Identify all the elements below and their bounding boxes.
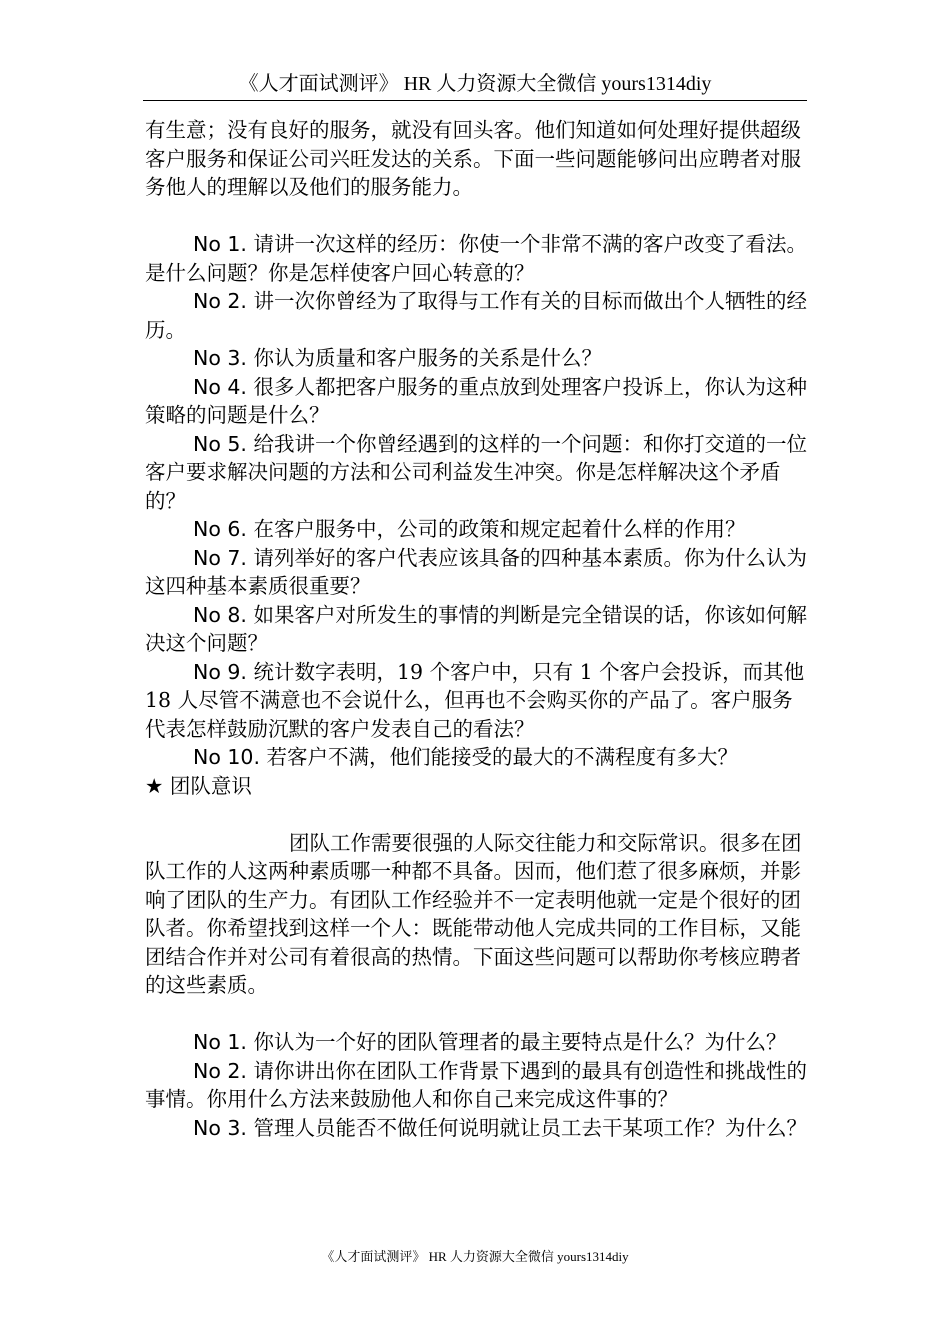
- star-icon: ★: [145, 773, 164, 798]
- question-item: [145, 230, 811, 287]
- question-text: 如果客户对所发生的事情的判断是完全错误的话，你该如何解决这个问题？: [145, 602, 807, 655]
- question-item: [145, 544, 811, 601]
- question-item: [145, 1057, 811, 1114]
- blank-line: [145, 202, 811, 231]
- question-text: 讲一次你曾经为了取得与工作有关的目标而做出个人牺牲的经历。: [145, 289, 807, 342]
- section-heading: [145, 772, 811, 801]
- question-text: 你认为一个好的团队管理者的最主要特点是什么？为什么？: [246, 1030, 787, 1054]
- question-text: 给我讲一个你曾经遇到的这样的一个问题：和你打交道的一位客户要求解决问题的方法和公司利益发生冲突。你是怎样解决这个矛盾的？: [145, 431, 807, 513]
- question-number: No 1.: [193, 1030, 247, 1054]
- question-item: [145, 743, 811, 772]
- document-body: [145, 116, 811, 1142]
- question-text: 若客户不满，他们能接受的最大的不满程度有多大？: [260, 745, 739, 769]
- blank-line: [145, 1000, 811, 1029]
- question-item: [145, 287, 811, 344]
- question-number: No 2.: [193, 289, 247, 313]
- question-item: [145, 344, 811, 373]
- question-text: 在客户服务中，公司的政策和规定起着什么样的作用？: [246, 517, 746, 541]
- question-item: [145, 515, 811, 544]
- question-number: No 3.: [193, 1115, 247, 1140]
- question-number: No 1.: [193, 232, 247, 256]
- page-header: 《人才面试测评》 HR 人力资源大全微信 yours1314diy: [143, 70, 807, 101]
- question-number: No 5.: [193, 431, 247, 456]
- question-number: No 6.: [193, 517, 247, 541]
- question-text: 你认为质量和客户服务的关系是什么？: [246, 346, 602, 370]
- question-number: No 2.: [193, 1058, 247, 1083]
- question-text: 很多人都把客户服务的重点放到处理客户投诉上，你认为这种策略的问题是什么？: [145, 374, 807, 427]
- question-text: 统计数字表明，19 个客户中，只有 1 个客户会投诉，而其他 18 人尽管不满意也不会说什么，但再也不会购买你的产品了。客户服务代表怎样鼓励沉默的客户发表自己的看法？: [145, 659, 805, 741]
- question-number: No 10.: [193, 745, 260, 769]
- section1-intro: 有生意；没有良好的服务，就没有回头客。他们知道如何处理好提供超级客户服务和保证公司兴旺发达的关系。下面一些问题能够问出应聘者对服务他人的理解以及他们的服务能力。: [145, 118, 801, 199]
- question-item: [145, 601, 811, 658]
- question-item: [145, 1114, 811, 1143]
- question-number: No 4.: [193, 374, 247, 399]
- section-heading-text: 团队意识: [163, 773, 252, 798]
- page-footer: 《人才面试测评》 HR 人力资源大全微信 yours1314diy: [321, 1249, 629, 1264]
- question-text: 请列举好的客户代表应该具备的四种基本素质。你为什么认为这四种基本素质很重要？: [145, 545, 807, 598]
- question-text: 请你讲出你在团队工作背景下遇到的最具有创造性和挑战性的事情。你用什么方法来鼓励他人和你自己来完成这件事的？: [145, 1058, 807, 1111]
- question-item: [145, 373, 811, 430]
- question-number: No 8.: [193, 602, 247, 627]
- question-number: No 9.: [193, 659, 247, 684]
- question-number: No 3.: [193, 346, 247, 370]
- blank-line: [145, 800, 811, 829]
- section2-intro: 团队工作需要很强的人际交往能力和交际常识。很多在团队工作的人这两种素质哪一种都不具备。因而，他们惹了很多麻烦，并影响了团队的生产力。有团队工作经验并不一定表明他就一定是个很好的团队者。你希望找到这样一个人：既能带动他人完成共同的工作目标，又能团结合作并对公司有着很高的热情。下面这些问题可以帮助你考核应聘者的这些素质。: [145, 830, 802, 997]
- question-text: 管理人员能否不做任何说明就让员工去干某项工作？为什么？: [246, 1115, 807, 1140]
- question-number: No 7.: [193, 545, 247, 570]
- question-item: [145, 430, 811, 516]
- question-text: 请讲一次这样的经历：你使一个非常不满的客户改变了看法。是什么问题？你是怎样使客户回心转意的？: [145, 232, 807, 285]
- question-item: [145, 1028, 811, 1057]
- question-item: [145, 658, 811, 744]
